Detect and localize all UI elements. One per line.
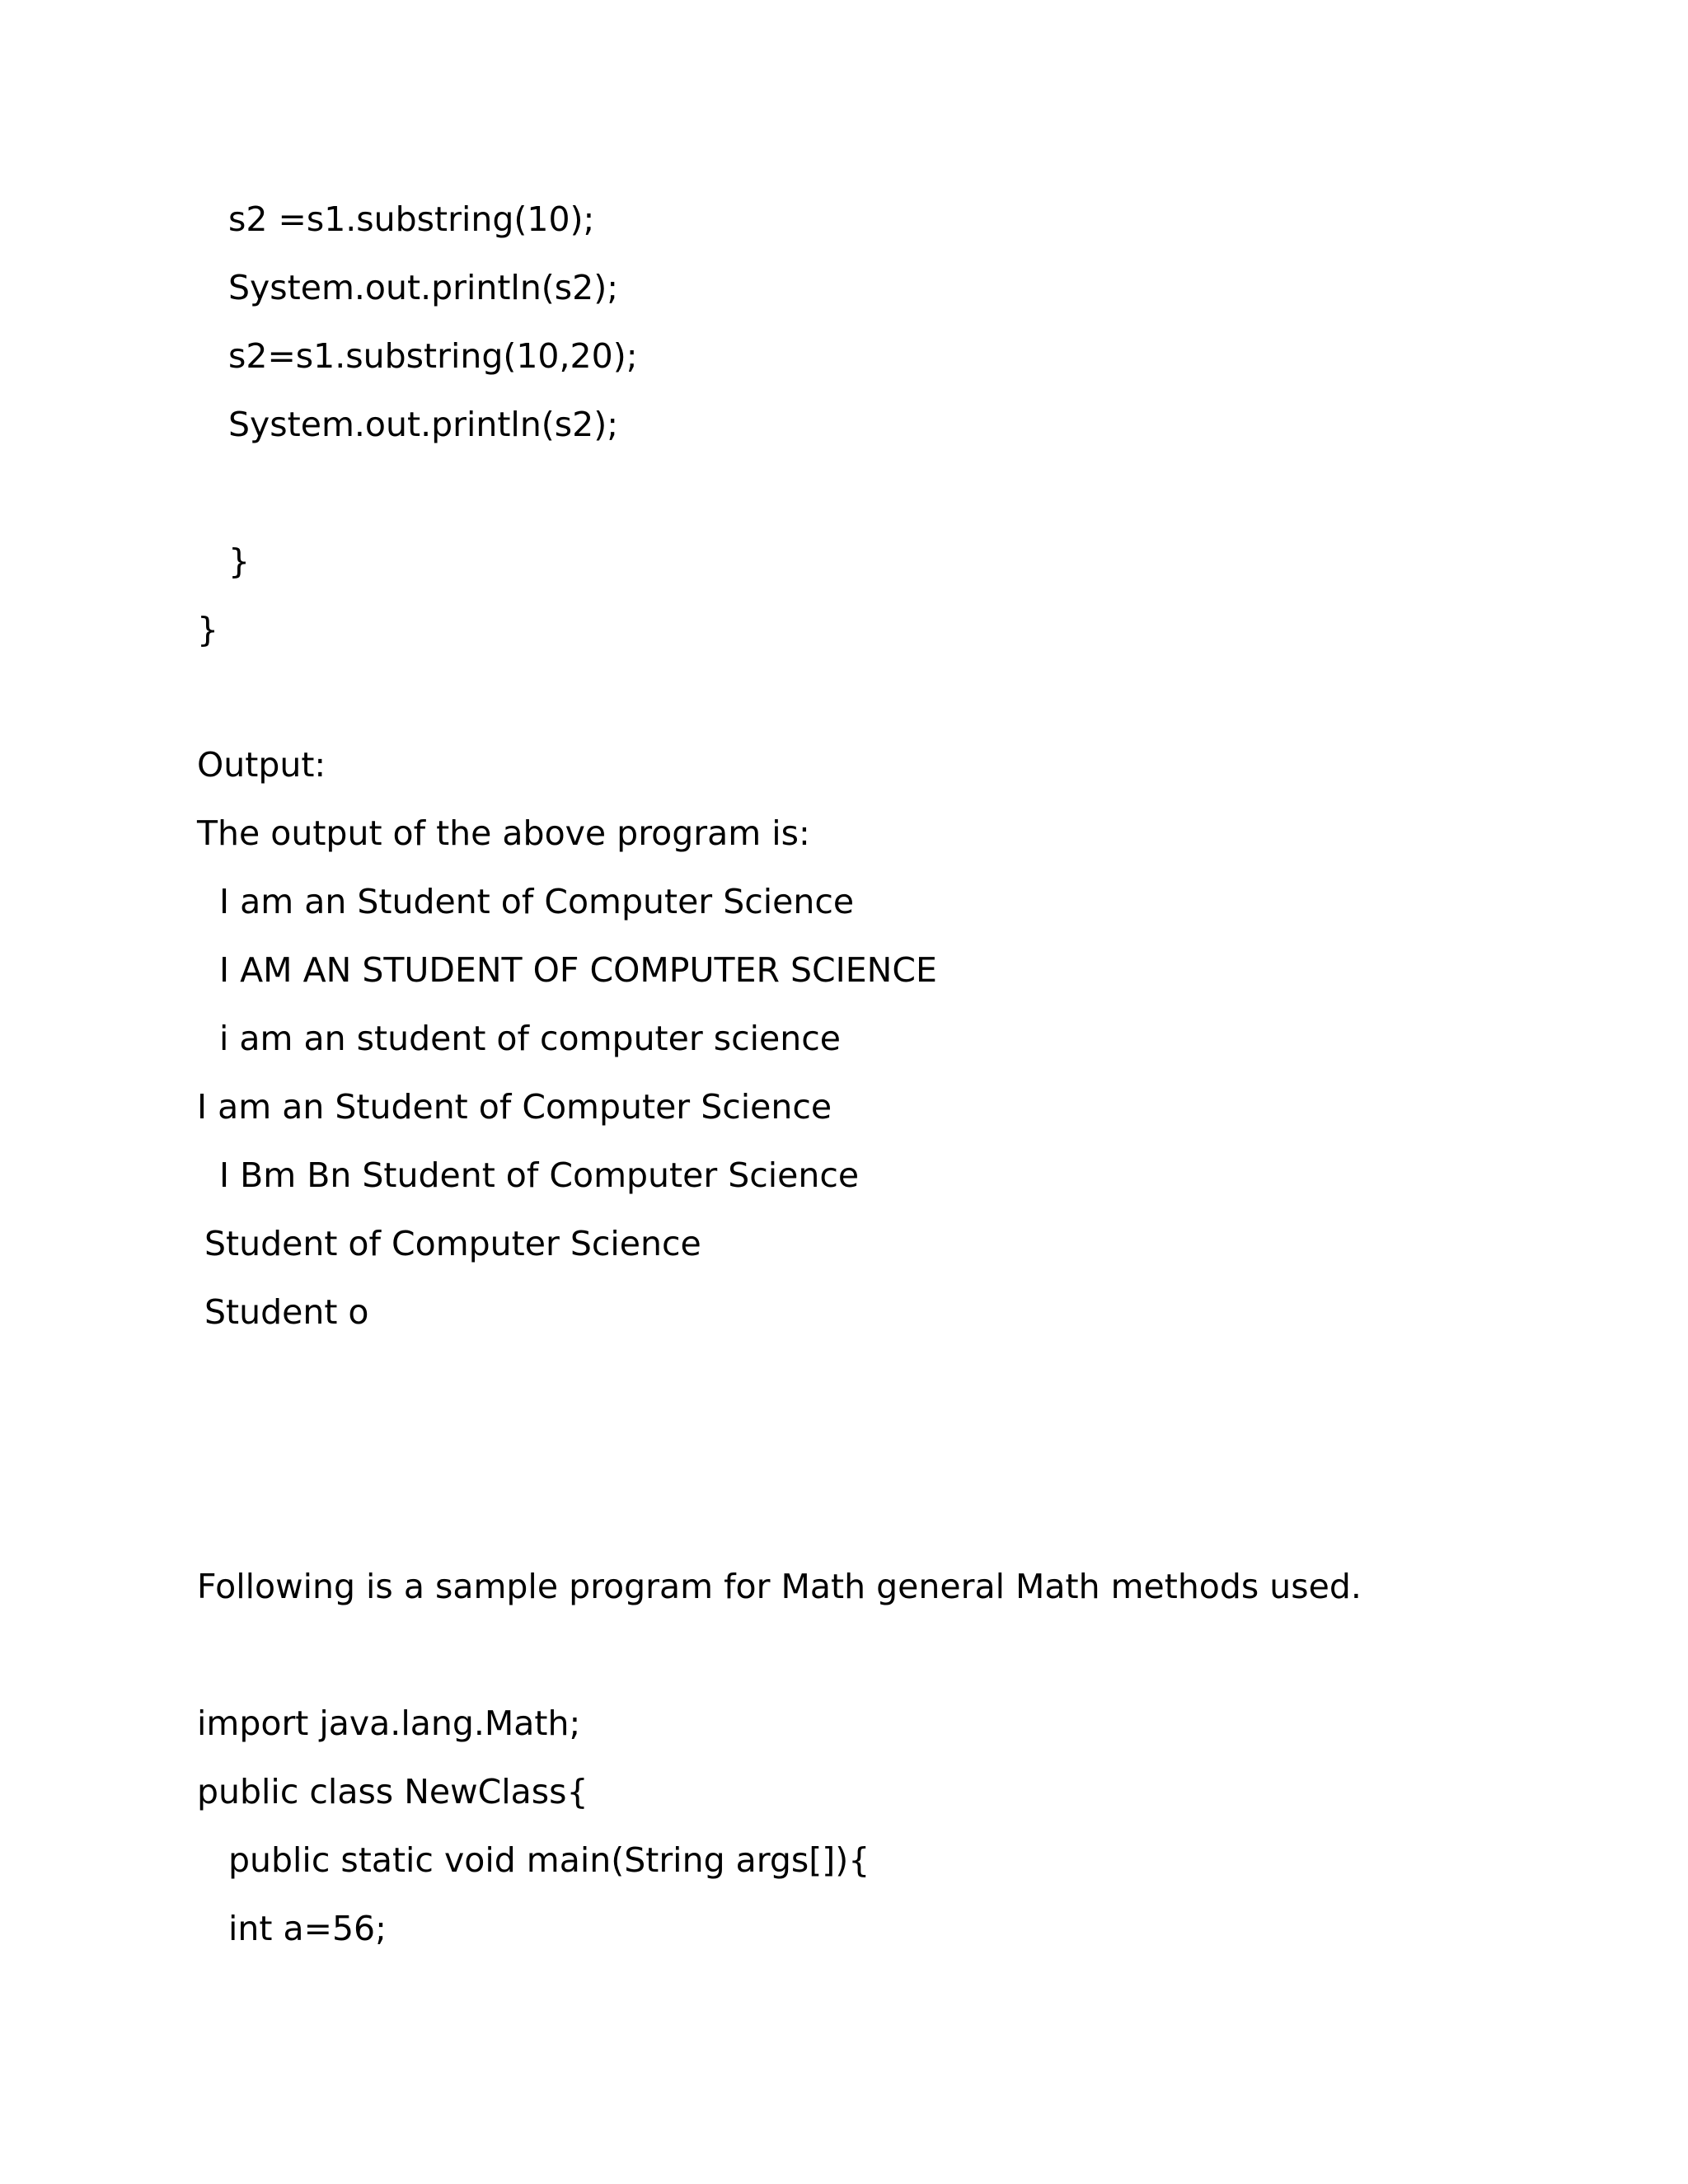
output-line-3: i am an student of computer science [219,1019,842,1058]
math-code-import: import java.lang.Math; [197,1704,581,1743]
output-intro: The output of the above program is: [197,813,810,853]
code-line-substring-10-20: s2=s1.substring(10,20); [228,336,638,376]
code-close-method-brace: } [228,541,251,581]
code-line-println-2: System.out.println(s2); [228,405,619,444]
code-close-class-brace: } [197,610,219,649]
output-line-5: I Bm Bn Student of Computer Science [219,1155,860,1195]
math-code-class-decl: public class NewClass{ [197,1772,588,1811]
output-line-6: Student of Computer Science [204,1224,701,1263]
code-line-substring-10: s2 =s1.substring(10); [228,199,595,239]
math-section-intro: Following is a sample program for Math general Math methods used. [197,1567,1362,1606]
output-heading: Output: [197,745,326,785]
output-line-2: I AM AN STUDENT OF COMPUTER SCIENCE [219,950,937,990]
math-code-main-decl: public static void main(String args[]){ [228,1840,870,1880]
code-line-println-1: System.out.println(s2); [228,268,619,307]
output-line-4: I am an Student of Computer Science [197,1087,832,1127]
math-code-int-a: int a=56; [228,1909,387,1948]
output-line-7: Student o [204,1292,369,1332]
output-line-1: I am an Student of Computer Science [219,882,855,921]
